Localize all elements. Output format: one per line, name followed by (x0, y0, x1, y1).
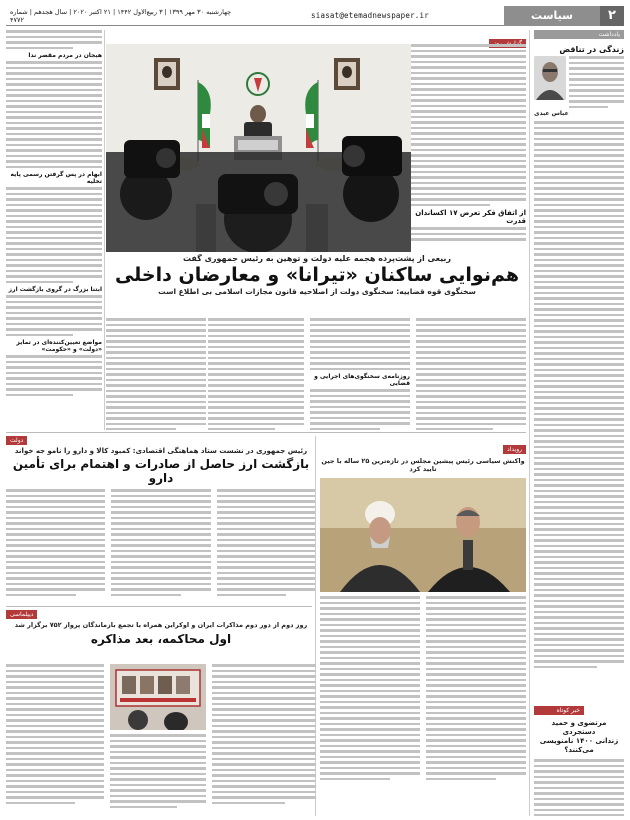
diplomacy-kicker: روز دوم از دور دوم مذاکرات ایران و اوکراین همراه با تجمع بازماندگان پرواز ۷۵۲ برگزار شد (14, 621, 308, 629)
opinion-title: زندگی در تناقض (559, 45, 624, 54)
opinion-column (534, 30, 624, 816)
main-body-column-4 (208, 318, 304, 430)
page-number: ۲ (600, 6, 624, 26)
main-body-column-1 (406, 44, 526, 244)
parliament-body (320, 596, 526, 816)
photo-flight-752-protest (110, 664, 206, 730)
opinion-body (534, 121, 624, 668)
left-column (6, 30, 102, 430)
main-body-column-2 (416, 318, 526, 430)
parliament-tag: رویداد (503, 445, 526, 454)
diplomacy-body-left (6, 664, 104, 816)
economy-kicker: رئیس جمهوری در نشست ستاد هماهنگی اقتصادی: کمبود کالا و دارو را نامو جه خواند (14, 447, 308, 455)
economy-headline: بازگشت ارز حاصل از صادرات و اهتمام برای تأمین دارو (12, 457, 310, 485)
diplomacy-body-right (212, 664, 316, 816)
diplomacy-body-mid (110, 734, 206, 816)
left-heading-2: ابهام در پس گرفتن رسمی پایه تخلیه (10, 171, 102, 185)
main-headline: هم‌نوایی ساکنان «تیرانا» و معارضان داخلی (114, 264, 520, 286)
opinion-tag: یادداشت (534, 30, 624, 39)
photo-rouhani-larijani (320, 478, 526, 592)
author-name: عباس عبدی (534, 110, 569, 117)
dateline: چهارشنبه ۳۰ مهر ۱۳۹۹ | ۳ ربیع‌الاول ۱۴۴۲ | ۲۱ اکتبر ۲۰۲۰ | سال هجدهم | شماره ۴۷۷۲ (10, 7, 232, 24)
main-subheadline: سخنگوی قوه قضاییه: سخنگوی دولت از اصلاحیه قانون مجازات اسلامی بی اطلاع است (158, 287, 476, 296)
main-subhead-2: روزنامه‌ی سخنگوی‌های اجرایی و قضایی (314, 373, 410, 387)
section-email[interactable]: siasat@etemadnewspaper.ir (311, 11, 429, 20)
section-label: سیاست (504, 6, 600, 26)
brief-tag: خبر کوتاه (534, 706, 584, 715)
main-subhead-1: از اتفاق فکر تعرض ۱۷ اکساندان قدرت (415, 209, 526, 225)
brief-title: مرتضوی و حمید دستجردی زندانی ۱۴۰۰ نامنویسی می‌کنند؟ (539, 719, 619, 754)
main-headline-block (106, 254, 528, 316)
diplomacy-tag: دیپلماسی (6, 610, 37, 619)
diplomacy-header (6, 610, 316, 662)
author-photo (534, 56, 566, 100)
diplomacy-headline: اول محاکمه، بعد مذاکره (90, 632, 232, 646)
economy-tag: دولت (6, 436, 27, 445)
main-body-column-5 (106, 318, 206, 430)
economy-story (6, 436, 316, 606)
left-heading-4: مواضع تعیین‌کننده‌ای در تمایز «دولت» و «حکومت» (16, 339, 102, 353)
left-heading-1: هیجان در مردم مقصر ندا (28, 52, 102, 59)
parliament-kicker: واکنش سیاسی رئیس پیشین مجلس در تازه‌ترین ۲۵ ساله با جین تایید کرد (321, 457, 525, 473)
page-header (6, 6, 624, 26)
main-photo-press-conference (106, 44, 411, 252)
main-body-column-3 (310, 318, 410, 430)
left-heading-3: ابتنا بزرگ در گروی بازگشت ارز (8, 286, 102, 293)
main-kicker: ربیعی از پشت‌پرده هجمه علیه دولت و توهین به رئیس جمهوری گفت (182, 254, 452, 263)
